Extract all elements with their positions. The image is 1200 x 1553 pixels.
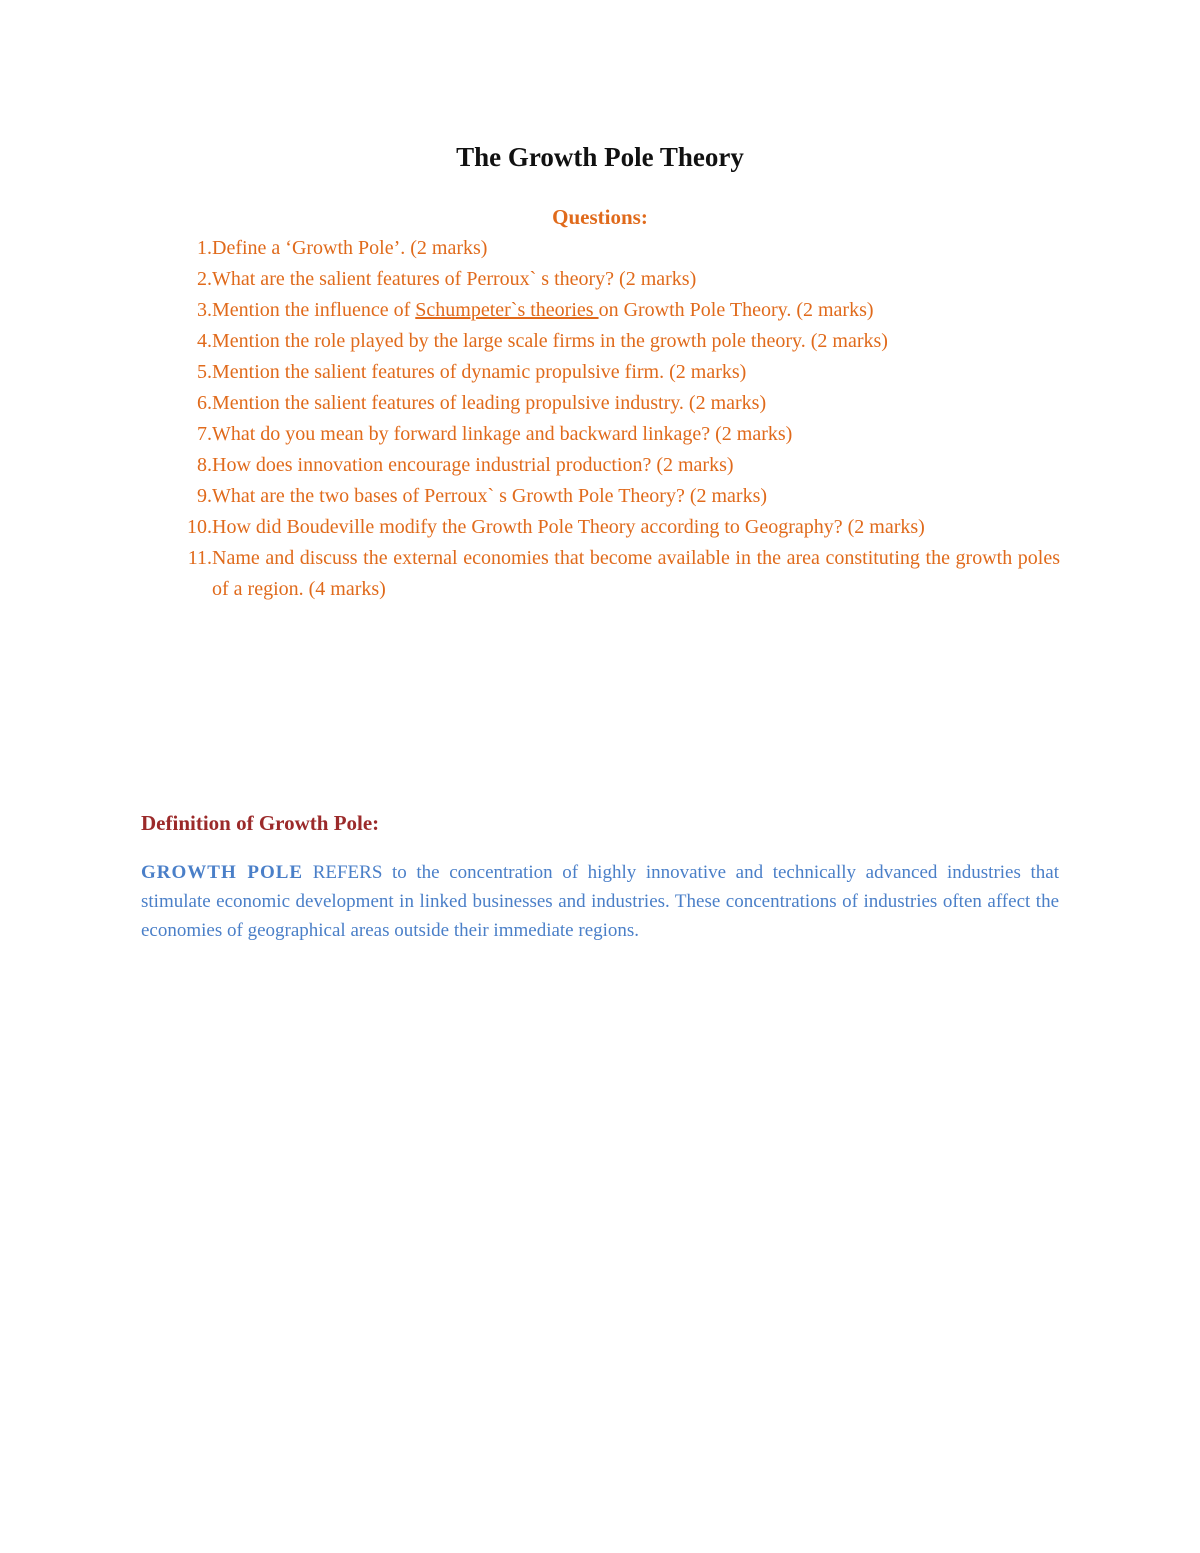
question-text: Mention the salient features of dynamic propulsive firm. (2 marks) (212, 361, 747, 383)
question-item (140, 295, 1060, 326)
question-number: 2. (197, 268, 212, 290)
question-item (140, 450, 1060, 481)
question-item (140, 233, 1060, 264)
question-text-post: on Growth Pole Theory. (2 marks) (598, 299, 874, 321)
question-text: Name and discuss the external economies that become available in the area constituting the growth poles of a region. (4 marks) (212, 547, 1060, 600)
question-item (140, 512, 1060, 543)
question-item (140, 481, 1060, 512)
question-item (140, 419, 1060, 450)
question-text: Define a ‘Growth Pole’. (2 marks) (212, 237, 488, 259)
question-number: 10. (187, 516, 212, 538)
question-number: 9. (197, 485, 212, 507)
questions-heading: Questions: (552, 205, 648, 229)
question-text: What do you mean by forward linkage and backward linkage? (2 marks) (212, 423, 793, 445)
question-number: 11. (187, 547, 212, 569)
question-number: 8. (197, 454, 212, 476)
question-item (140, 326, 1060, 357)
question-text (212, 295, 1060, 326)
question-number: 6. (197, 392, 212, 414)
schumpeter-underlined-text: Schumpeter`s theories (415, 299, 599, 321)
questions-list (140, 233, 1060, 605)
question-text: How does innovation encourage industrial production? (2 marks) (212, 454, 734, 476)
question-number: 4. (197, 330, 212, 352)
question-text: What are the two bases of Perroux` s Growth Pole Theory? (2 marks) (212, 485, 768, 507)
question-item (140, 388, 1060, 419)
question-number: 1. (197, 237, 212, 259)
definition-body: REFERS to the concentration of highly innovative and technically advanced industries that stimulate economic development in linked businesses and industries. These concentrations of industries often affect the economies of geographical areas outside their immediate regions. (141, 862, 1059, 941)
question-text: What are the salient features of Perroux` s theory? (2 marks) (212, 268, 697, 290)
question-number: 7. (197, 423, 212, 445)
question-number: 5. (197, 361, 212, 383)
question-text-pre: Mention the influence of (212, 299, 416, 321)
question-text: How did Boudeville modify the Growth Pole Theory according to Geography? (2 marks) (212, 516, 925, 538)
question-item (140, 543, 1060, 605)
question-number: 3. (197, 299, 212, 321)
definition-paragraph (141, 858, 1059, 945)
page-title: The Growth Pole Theory (456, 142, 744, 172)
definition-keyword: GROWTH POLE (141, 862, 304, 883)
question-text: Mention the salient features of leading propulsive industry. (2 marks) (212, 392, 767, 414)
question-item (140, 357, 1060, 388)
question-text: Mention the role played by the large scale firms in the growth pole theory. (2 marks) (212, 330, 888, 352)
definition-heading: Definition of Growth Pole: (141, 811, 380, 835)
question-item (140, 264, 1060, 295)
